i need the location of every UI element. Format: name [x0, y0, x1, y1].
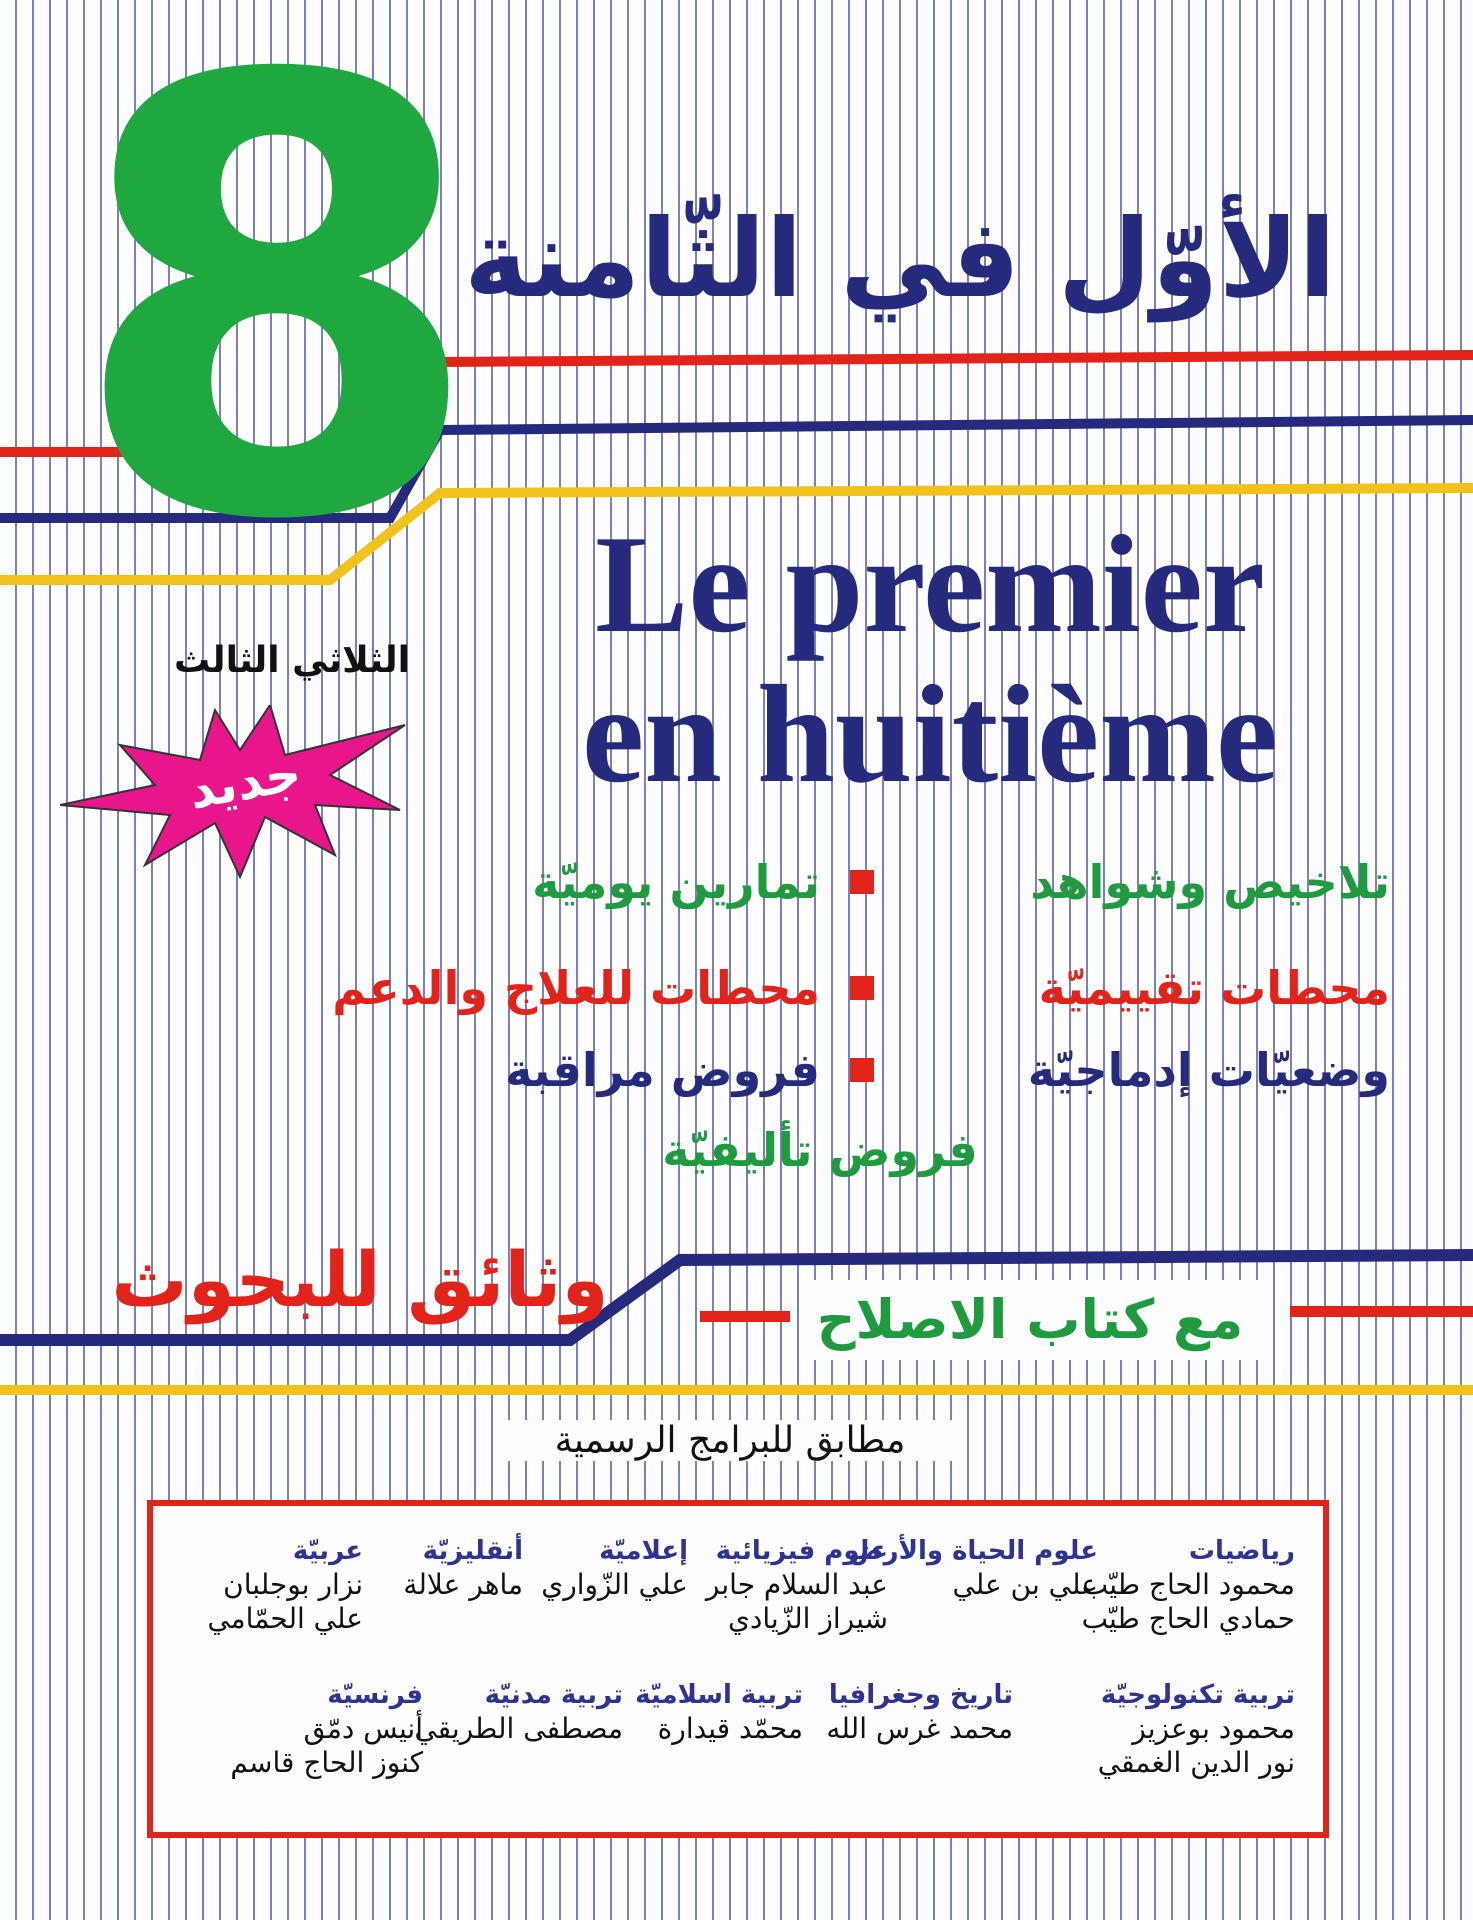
subject-name: علوم الحياة والأرض — [848, 1536, 1098, 1566]
subject-name: أنقليزيّة — [422, 1536, 523, 1566]
subject-arabic — [207, 1534, 363, 1636]
feature-integration: وضعيّات إدماجيّة — [1027, 1043, 1390, 1097]
author-name: محمد غرس الله — [826, 1712, 1013, 1745]
subject-name: تاريخ وجغرافيا — [828, 1680, 1013, 1710]
subject-name: علوم فيزيائية — [715, 1536, 888, 1566]
subject-technology — [1098, 1678, 1295, 1780]
subject-name: تربية تكنولوجيّة — [1100, 1680, 1295, 1710]
subject-name: عربيّة — [292, 1536, 363, 1566]
feature-synthesis-tests: فروض تأليفيّة — [662, 1123, 978, 1177]
feature-remediation: محطات للعلاج والدعم — [332, 961, 820, 1015]
french-title-line1: Le premier — [595, 507, 1265, 662]
author-name: شيراز الزّيادي — [727, 1602, 888, 1635]
subject-name: إعلاميّة — [599, 1536, 688, 1566]
author-name: محمّد قيدارة — [657, 1712, 803, 1745]
author-name: علي بن علي — [952, 1568, 1098, 1601]
author-name: عبد السلام جابر — [705, 1568, 888, 1601]
subject-physics — [706, 1534, 888, 1636]
trimester-label: الثلاثي الثالث — [173, 640, 410, 681]
author-name: نزار بوجلبان — [223, 1568, 363, 1601]
author-name: حمادي الحاج طيّب — [1081, 1602, 1295, 1635]
author-name: كنوز الحاج قاسم — [230, 1746, 423, 1779]
dash-right — [1290, 1306, 1473, 1317]
feature-daily-exercises: تمارين يوميّة — [532, 855, 820, 909]
subject-name: فرنسيّة — [327, 1680, 423, 1710]
author-name: محمود الحاج طيّب — [1081, 1568, 1295, 1601]
bullet-square — [850, 870, 874, 894]
subject-french — [230, 1678, 423, 1780]
arabic-title: الأوّل في الثّامنة — [463, 197, 1337, 322]
author-name: علي الزّواري — [541, 1568, 688, 1601]
subject-civic-education — [414, 1678, 623, 1746]
feature-assessments: محطات تقييميّة — [1038, 961, 1390, 1015]
author-name: ماهر علالة — [403, 1568, 523, 1601]
subject-english — [403, 1534, 523, 1602]
french-title — [450, 507, 1410, 812]
subject-name: تربية اسلاميّة — [635, 1680, 803, 1710]
grade-number: 8 — [68, 0, 486, 651]
feature-summaries: تلاخيص وشواهد — [1030, 855, 1390, 909]
bullet-square — [850, 1058, 874, 1082]
subject-name: تربية مدنيّة — [484, 1680, 623, 1710]
new-badge-label: جديد — [184, 743, 306, 821]
author-name: أنيس دمّق — [303, 1712, 423, 1745]
subject-history-geography — [826, 1678, 1013, 1746]
bullet-square — [850, 976, 874, 1000]
author-name: مصطفى الطريقي — [414, 1712, 623, 1745]
subject-math — [1082, 1534, 1295, 1636]
authors-box — [147, 1500, 1329, 1838]
dash-left — [700, 1311, 790, 1322]
feature-monitoring-tests: فروض مراقبة — [505, 1043, 820, 1097]
official-programs-note: مطابق للبرامج الرسمية — [500, 1420, 960, 1461]
correction-book-label: مع كتاب الاصلاح — [800, 1280, 1260, 1360]
author-name: محمود بوعزيز — [1132, 1712, 1295, 1745]
author-name: علي الحمّامي — [207, 1602, 363, 1635]
research-documents: وثائق للبحوث — [111, 1235, 609, 1324]
subject-islamic-education — [635, 1678, 803, 1746]
subject-computing — [541, 1534, 688, 1602]
subject-name: رياضيات — [1188, 1536, 1295, 1566]
author-name: نور الدين الغمقي — [1097, 1746, 1295, 1779]
french-title-line2: en huitième — [581, 657, 1279, 812]
